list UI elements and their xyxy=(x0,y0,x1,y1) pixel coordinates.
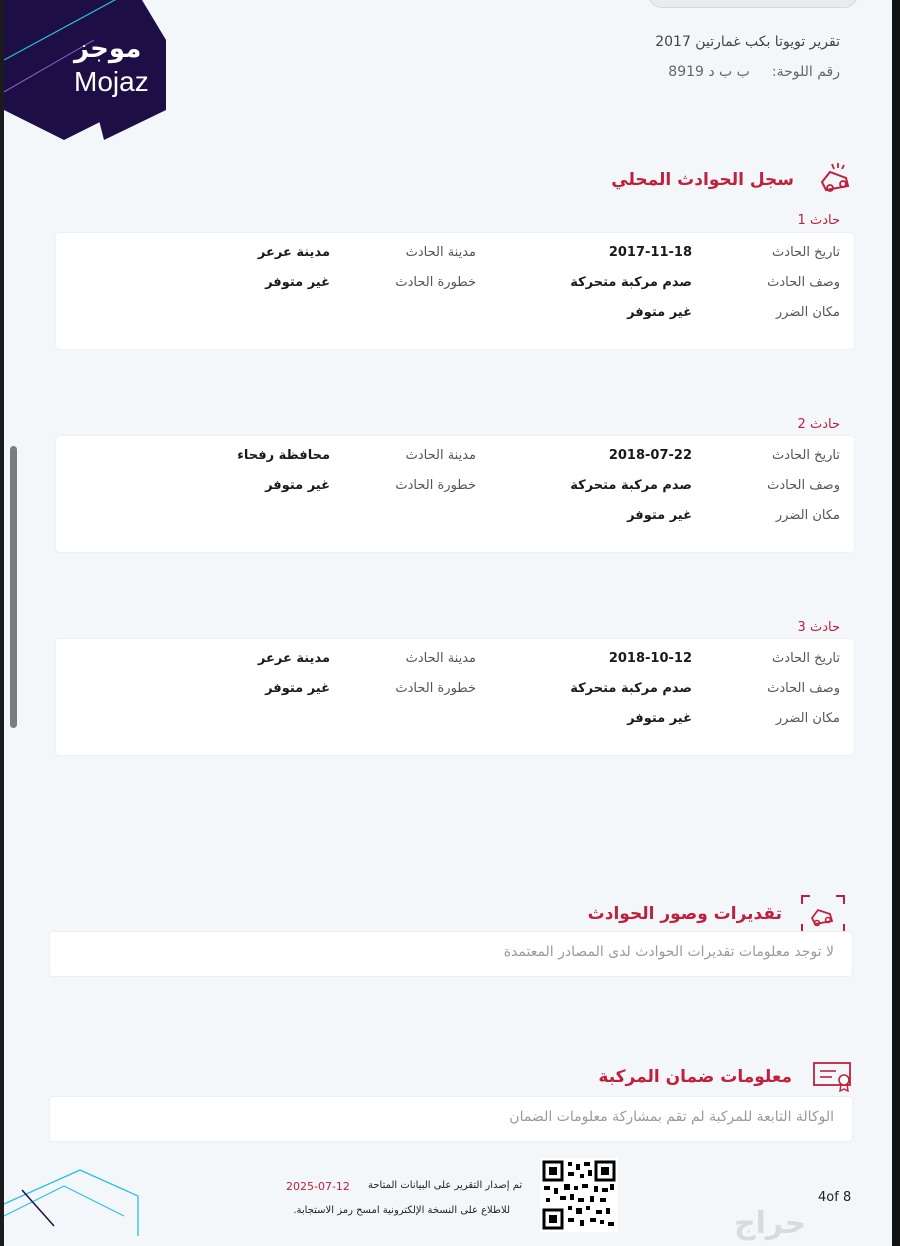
scan-instructions: للاطلاع على النسخة الإلكترونية امسح رمز الاستجابة. xyxy=(293,1205,510,1216)
severity-label: خطورة الحادث xyxy=(395,275,476,290)
top-tab xyxy=(648,0,858,8)
damage-value: غير متوفر xyxy=(627,711,692,726)
damage-label: مكان الضرر xyxy=(775,711,840,726)
accident-card xyxy=(56,233,854,349)
accident-card xyxy=(56,436,854,552)
description-value: صدم مركبة متحركة xyxy=(570,275,692,290)
estimates-notice-text: لا توجد معلومات تقديرات الحوادث لدى المصادر المعتمدة xyxy=(503,944,834,960)
issued-date: 2025-07-12 xyxy=(286,1180,350,1193)
city-label: مدينة الحادث xyxy=(405,448,476,463)
accidents-section-title: سجل الحوادث المحلي xyxy=(611,170,794,190)
severity-value: غير متوفر xyxy=(265,275,330,290)
damage-label: مكان الضرر xyxy=(775,508,840,523)
logo-latin: Mojaz xyxy=(74,66,149,97)
city-label: مدينة الحادث xyxy=(405,651,476,666)
damage-label: مكان الضرر xyxy=(775,305,840,320)
city-value: مدينة عرعر xyxy=(257,245,330,260)
accident-heading: حادث 1 xyxy=(797,213,840,228)
page-number xyxy=(804,1190,851,1205)
city-label: مدينة الحادث xyxy=(405,245,476,260)
city-value: مدينة عرعر xyxy=(257,651,330,666)
plate-label: رقم اللوحة: xyxy=(771,64,840,80)
warranty-notice xyxy=(50,1097,852,1141)
accident-card xyxy=(56,639,854,755)
description-value: صدم مركبة متحركة xyxy=(570,478,692,493)
warranty-notice-text: الوكالة التابعة للمركبة لم تقم بمشاركة معلومات الضمان xyxy=(509,1109,834,1125)
issued-text: تم إصدار التقرير على البيانات المتاحة xyxy=(368,1180,523,1191)
camera-accident-icon xyxy=(800,894,846,934)
description-label: وصف الحادث xyxy=(767,681,840,696)
logo-arabic: موجز xyxy=(74,34,142,64)
page-current: 4 xyxy=(818,1190,827,1205)
description-label: وصف الحادث xyxy=(767,275,840,290)
description-label: وصف الحادث xyxy=(767,478,840,493)
mojaz-logo xyxy=(4,0,174,140)
date-value: 2018-07-22 xyxy=(608,448,692,463)
damage-value: غير متوفر xyxy=(627,508,692,523)
city-value: محافظة رفحاء xyxy=(237,448,330,463)
report-title: تقرير تويوتا بكب غمارتين 2017 xyxy=(655,34,840,50)
date-value: 2018-10-12 xyxy=(608,651,692,666)
date-label: تاريخ الحادث xyxy=(772,448,840,463)
plate-value: ب ب د 8919 xyxy=(668,64,750,80)
date-label: تاريخ الحادث xyxy=(772,651,840,666)
warranty-section-title: معلومات ضمان المركبة xyxy=(598,1067,792,1087)
severity-value: غير متوفر xyxy=(265,478,330,493)
damage-value: غير متوفر xyxy=(627,305,692,320)
accident-heading: حادث 2 xyxy=(797,417,840,432)
accident-icon xyxy=(816,160,854,196)
estimates-notice xyxy=(50,932,852,976)
date-label: تاريخ الحادث xyxy=(772,245,840,260)
date-value: 2017-11-18 xyxy=(608,245,692,260)
watermark: حراج xyxy=(734,1206,807,1241)
page-total: of 8 xyxy=(826,1190,852,1205)
description-value: صدم مركبة متحركة xyxy=(570,681,692,696)
estimates-section-title: تقديرات وصور الحوادث xyxy=(587,904,782,924)
severity-value: غير متوفر xyxy=(265,681,330,696)
severity-label: خطورة الحادث xyxy=(395,478,476,493)
qr-code xyxy=(540,1158,618,1232)
severity-label: خطورة الحادث xyxy=(395,681,476,696)
footer-decoration xyxy=(4,1166,144,1246)
accident-heading: حادث 3 xyxy=(797,620,840,635)
plate-row xyxy=(668,64,840,80)
warranty-certificate-icon xyxy=(812,1060,854,1092)
scrollbar-thumb[interactable] xyxy=(10,446,17,728)
